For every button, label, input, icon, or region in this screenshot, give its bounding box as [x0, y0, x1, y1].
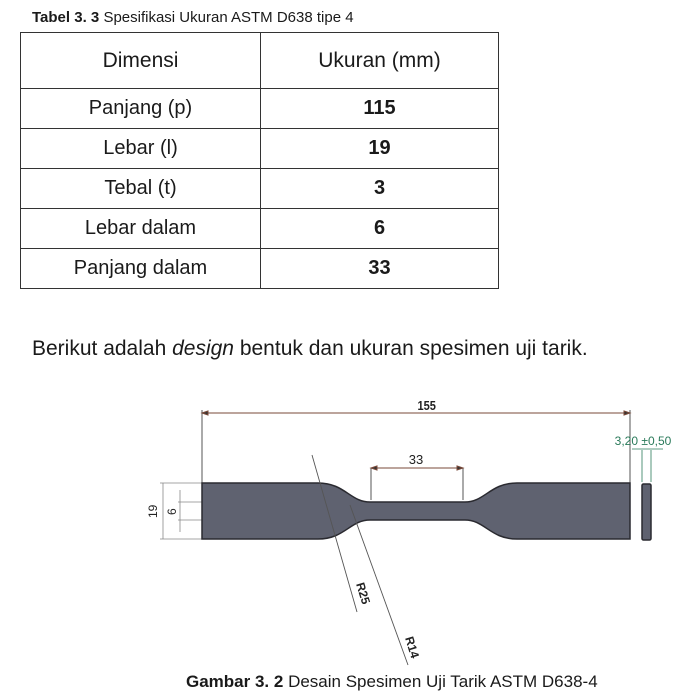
specimen-side-view [642, 484, 651, 540]
intro-before: Berikut adalah [32, 337, 173, 360]
label-radius-outer: R25 [353, 580, 373, 606]
label-gauge-length: 33 [408, 452, 424, 467]
label-radius-inner: R14 [402, 634, 422, 660]
figure-caption-text: Desain Spesimen Uji Tarik ASTM D638-4 [288, 672, 598, 691]
table-row [21, 169, 499, 209]
table-caption-label: Tabel 3. 3 [32, 9, 100, 26]
intro-after: bentuk dan ukuran spesimen uji tarik. [233, 337, 588, 360]
figure-caption [186, 672, 598, 692]
table-row [21, 209, 499, 249]
dimension-overall-length [202, 410, 630, 483]
header-ukuran: Ukuran (mm) [261, 33, 499, 89]
intro-paragraph [32, 337, 588, 361]
dimension-thickness [632, 449, 663, 482]
figure-caption-label: Gambar 3. 2 [186, 672, 284, 691]
spec-table [20, 32, 499, 289]
cell-ukuran: 115 [261, 89, 499, 129]
cell-ukuran: 3 [261, 169, 499, 209]
table-header-row [21, 33, 499, 89]
table-row [21, 129, 499, 169]
intro-emphasis: design [172, 337, 234, 360]
table-caption-text: Spesifikasi Ukuran ASTM D638 tipe 4 [103, 9, 354, 26]
table-row [21, 89, 499, 129]
label-narrow-width: 6 [165, 508, 179, 515]
label-overall-width: 19 [146, 504, 160, 518]
cell-dimensi: Panjang (p) [21, 89, 261, 129]
specimen-body [202, 483, 630, 539]
cell-dimensi: Tebal (t) [21, 169, 261, 209]
table-row [21, 249, 499, 289]
cell-dimensi: Lebar dalam [21, 209, 261, 249]
table-caption [32, 9, 354, 26]
cell-ukuran: 33 [261, 249, 499, 289]
label-thickness: 3,20 ±0,50 [614, 434, 672, 448]
dimension-gauge-length [371, 466, 463, 500]
cell-dimensi: Lebar (l) [21, 129, 261, 169]
specimen-drawing [0, 390, 700, 675]
label-overall-length: 155 [417, 398, 436, 414]
header-dimensi: Dimensi [21, 33, 261, 89]
cell-dimensi: Panjang dalam [21, 249, 261, 289]
cell-ukuran: 6 [261, 209, 499, 249]
cell-ukuran: 19 [261, 129, 499, 169]
